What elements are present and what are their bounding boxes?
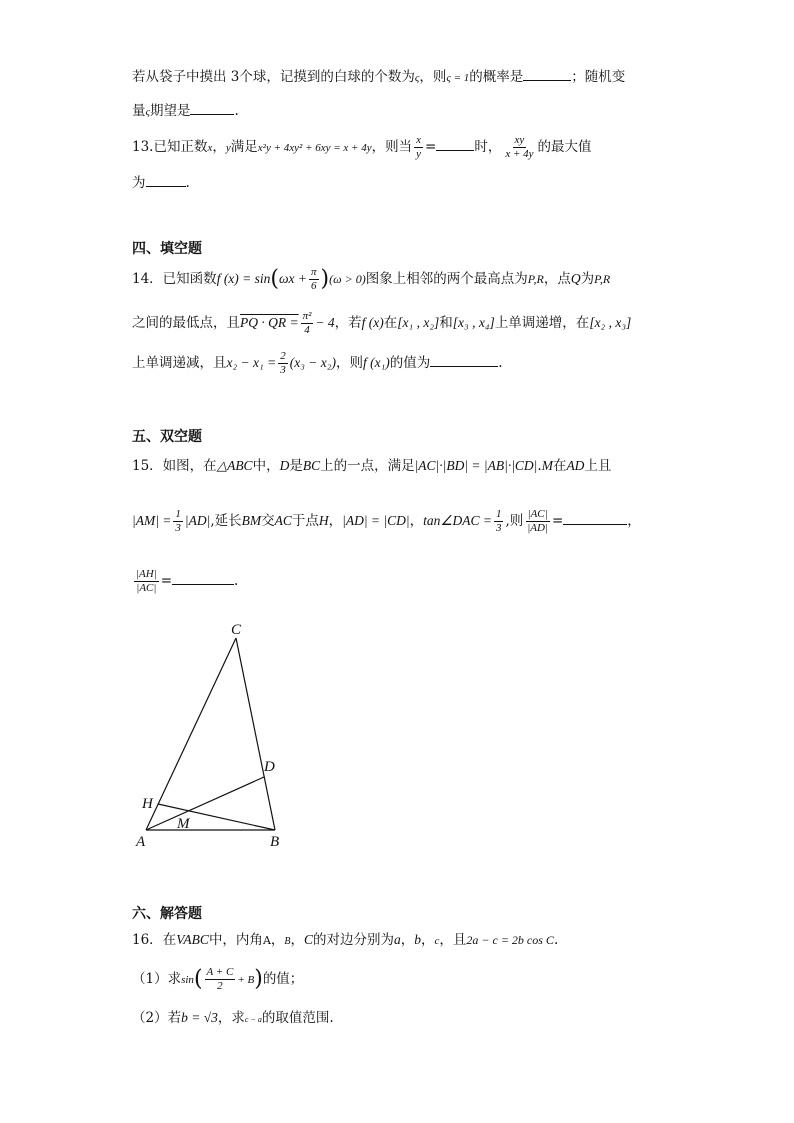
- fraction: $\frac{\text{π²}}{4}$: [302, 310, 312, 336]
- q14-line3: 上单调递减，且x₂ − x₁ = $\frac{2}{3}$ (x₃ − x₂)，则f (x₁)的值为 .: [132, 350, 503, 376]
- label-D: D: [264, 759, 275, 775]
- equation: x²y + 4xy² + 6xy = x + 4y: [257, 142, 372, 154]
- label-H: H: [142, 796, 153, 812]
- q14-line2: 之间的最低点，且PQ · QR = $\frac{\text{π²}}{4}$ − 4，若f (x)在[x₁ , x₂]和[x₃ , x₄]上单调递增，在[x₂ , x₃]: [132, 310, 632, 336]
- fraction: $\frac{A + C}{2}$: [206, 966, 234, 992]
- fraction: $\frac{1}{3}$: [495, 508, 502, 534]
- fraction: $\frac{xy}{x + 4y}$: [505, 134, 534, 160]
- section-title: 四、填空题: [132, 241, 202, 257]
- section-title: 五、双空题: [132, 429, 202, 445]
- q13-line2: 为 .: [132, 172, 674, 193]
- label-B: B: [270, 834, 280, 850]
- answer-blank[interactable]: [430, 352, 498, 367]
- fraction: $\frac{\pi}{6}$: [311, 266, 317, 292]
- fraction: $\frac{x}{y}$: [416, 134, 422, 160]
- fraction: $\frac{1}{3}$: [175, 508, 181, 534]
- q15-line3: $\frac{|AH|}{|AC|}$ = .: [136, 568, 239, 594]
- answer-blank[interactable]: [563, 510, 627, 525]
- fraction: $\frac{|AC|}{|AD|}$: [527, 508, 548, 534]
- q12-line1: 若从袋子中摸出 3个球，记摸到的白球的个数为ς，则ς = 1的概率是 ；随机变: [132, 66, 674, 88]
- fraction: $\frac{|AH|}{|AC|}$: [136, 568, 157, 594]
- q16-line1: 16．在VABC中，内角A，B，C的对边分别为a，b，c，且2a − c = 2b cos C.: [132, 932, 559, 948]
- q15-line1: 15．如图，在△ABC中，D是BC上的一点，满足|AC|·|BD| = |AB|·|CD|.M在AD上且: [132, 458, 612, 474]
- label-A: A: [136, 834, 146, 850]
- answer-blank[interactable]: [523, 66, 571, 81]
- label-C: C: [231, 622, 242, 638]
- triangle-figure: [128, 618, 298, 858]
- q16-part2: （2）若b = √3，求c − a的取值范围.: [132, 1010, 334, 1026]
- label-M: M: [177, 816, 190, 832]
- answer-blank[interactable]: [436, 136, 474, 151]
- segment-CB: [236, 638, 275, 830]
- answer-blank[interactable]: [146, 172, 186, 187]
- xi-symbol: ς: [414, 72, 420, 84]
- q13-line1: 13.已知正数x，y满足x²y + 4xy² + 6xy = x + 4y，则当 $\frac{x}{y}$ = 时， $\frac{xy}{x + 4y}$ 的最大值: [132, 134, 592, 160]
- section-title: 六、解答题: [132, 906, 202, 922]
- segment-AC: [146, 638, 236, 830]
- answer-blank[interactable]: [172, 570, 234, 585]
- q12-line2: 量ς期望是 .: [132, 100, 674, 122]
- answer-blank[interactable]: [190, 100, 234, 115]
- segment-AD: [146, 777, 264, 830]
- fraction: $\frac{2}{3}$: [280, 350, 286, 376]
- q15-line2: |AM| = $\frac{1}{3}$ |AD|,延长BM交AC于点H，|AD| = |CD|，tan∠DAC = $\frac{1}{3}$ ,则 $\frac{|AC|}{|AD|}$ = ，: [132, 508, 641, 534]
- q16-part1: （1）求sin( $\frac{A + C}{2}$ + B)的值；: [132, 966, 304, 992]
- q14-line1: 14．已知函数f (x) = sin(ωx + $\frac{\pi}{6}$ )(ω > 0)图象上相邻的两个最高点为P,R，点Q为P,R: [132, 266, 611, 292]
